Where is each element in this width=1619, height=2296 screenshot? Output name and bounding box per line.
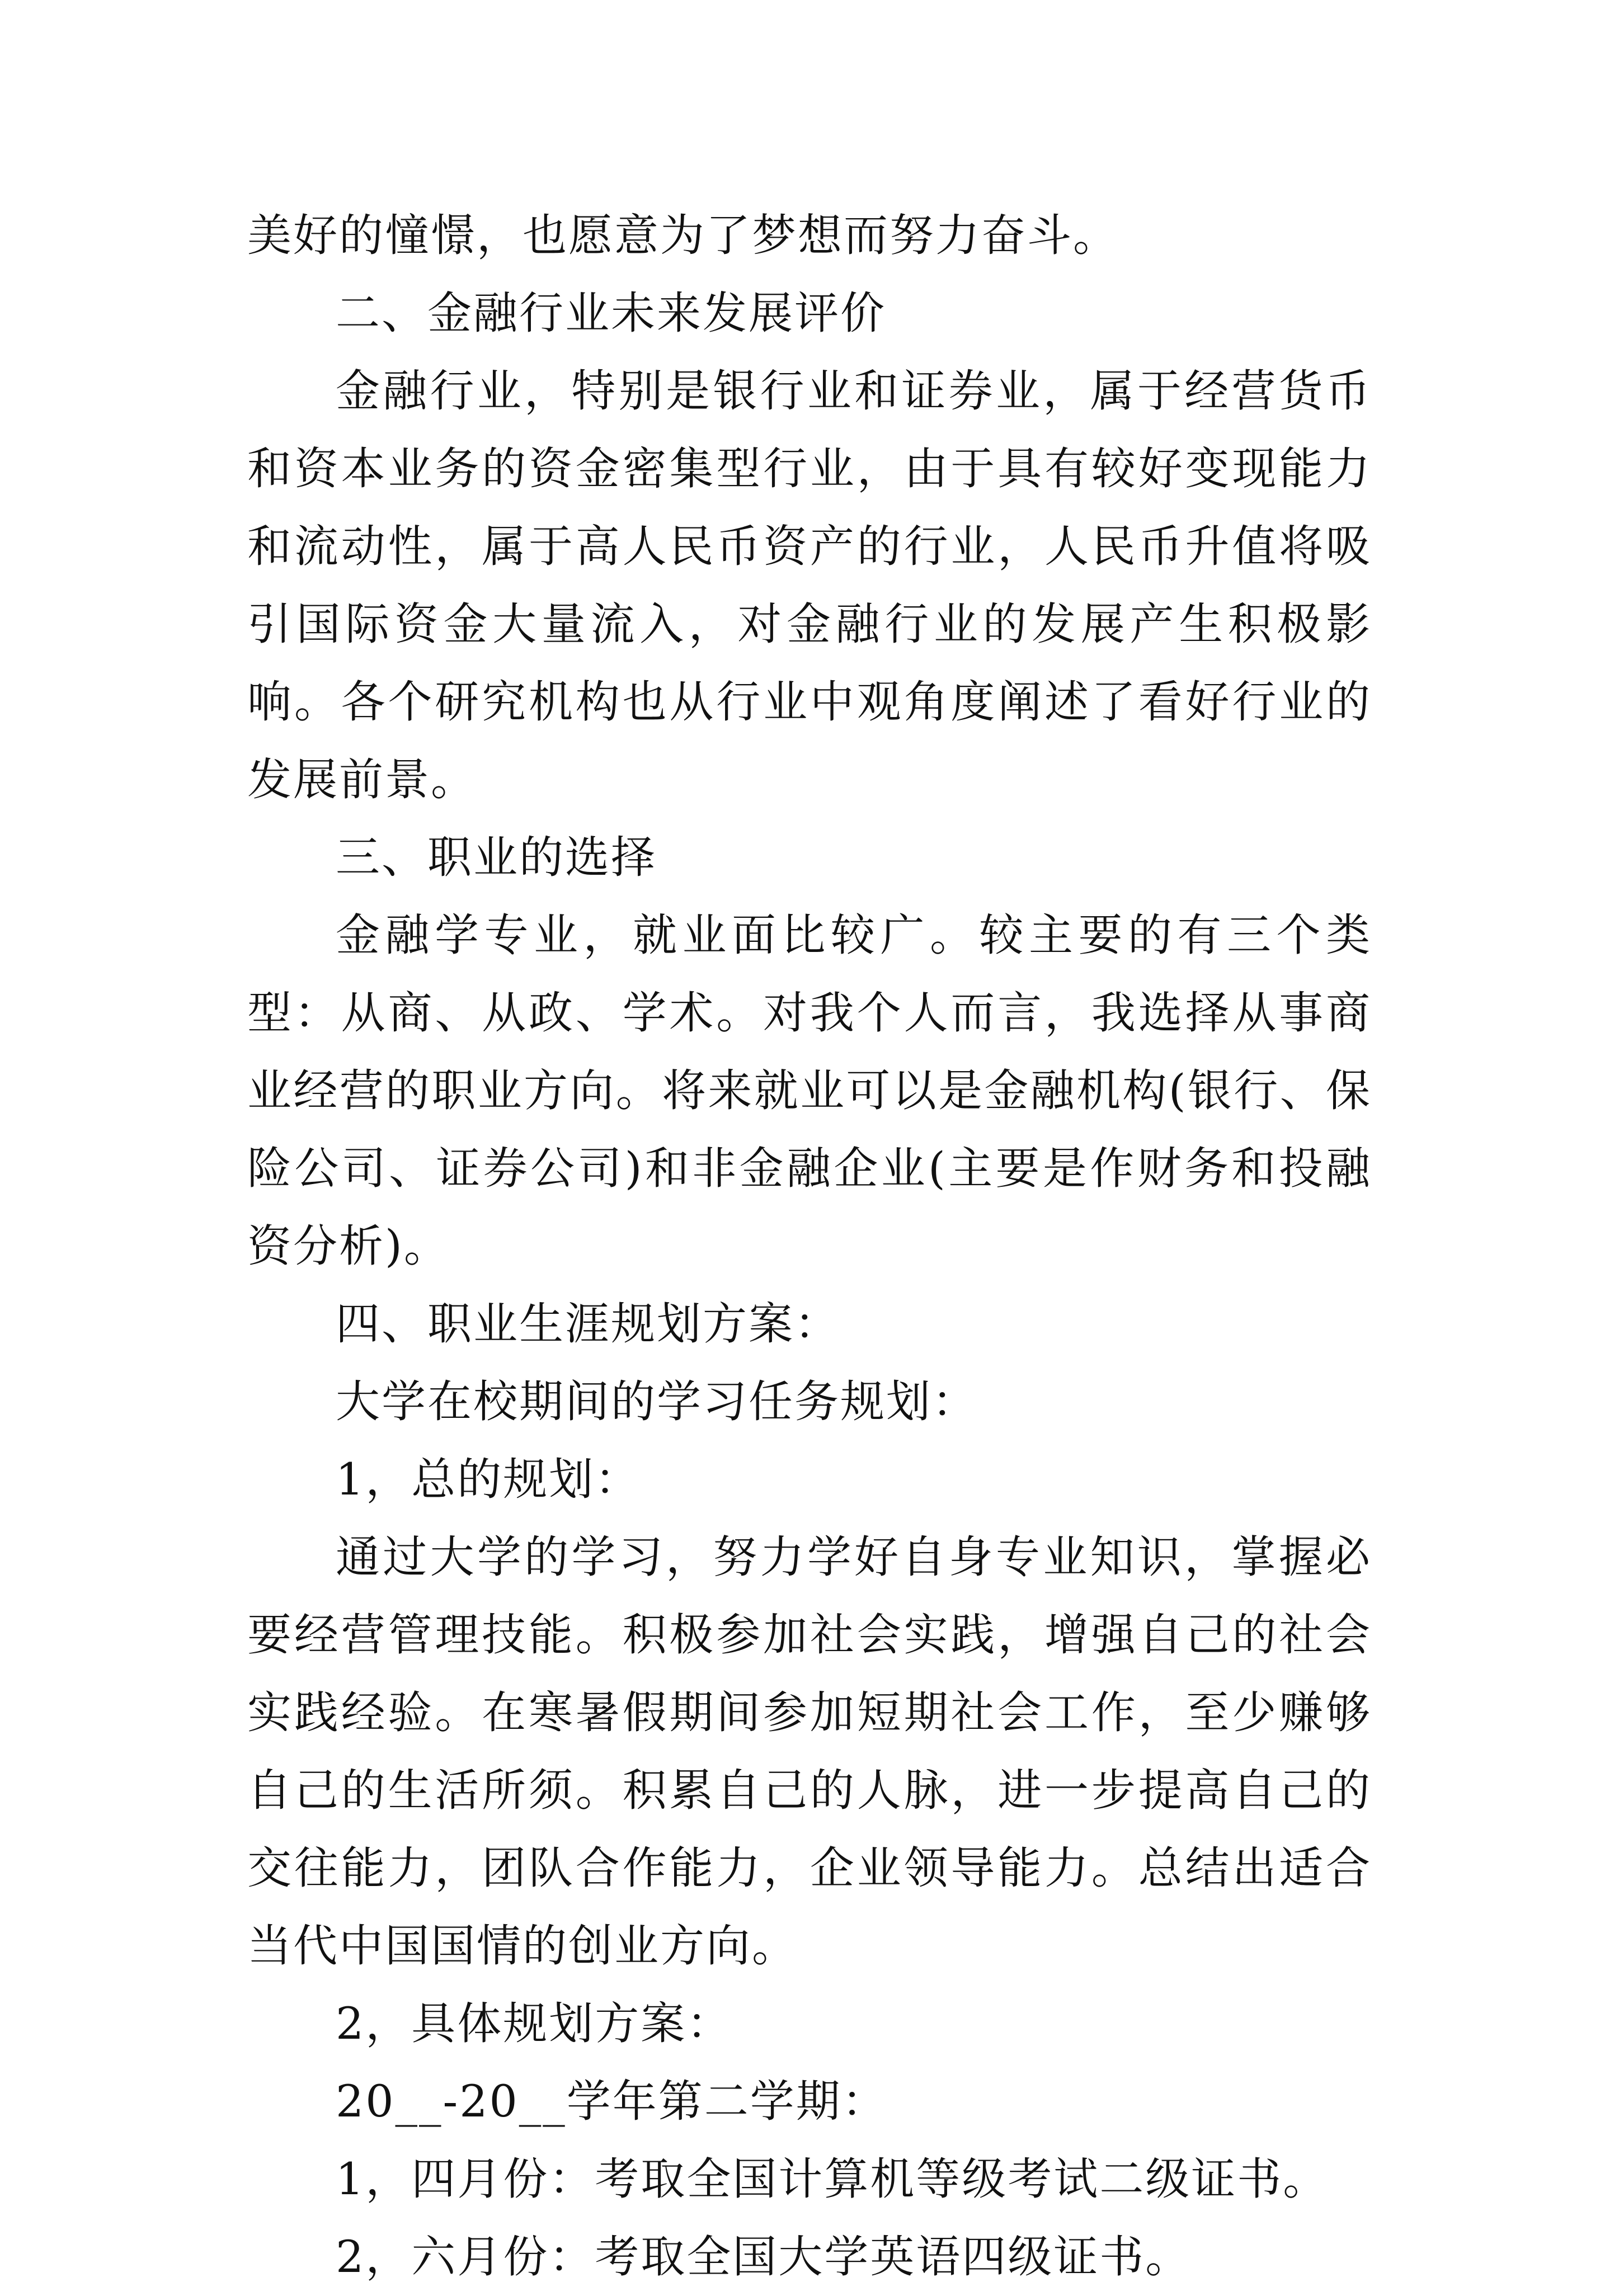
list-item-overall-plan: 1，总的规划： [336,1454,641,1505]
subheading-study-plan: 大学在校期间的学习任务规划： [336,1376,978,1427]
list-item-specific-plan: 2，具体规划方案： [336,1998,733,2049]
section-heading-career-choice: 三、职业的选择 [336,832,657,883]
document-body [247,197,1372,2296]
section-heading-finance-outlook: 二、金融行业未来发展评价 [336,287,886,339]
semester-heading: 20__-20__学年第二学期： [336,2076,888,2127]
list-item-june: 2，六月份：考取全国大学英语四级证书。 [336,2231,1192,2283]
paragraph-overall-plan: 通过大学的学习，努力学好自身专业知识，掌握必要经营管理技能。积极参加社会实践，增强自己的社会实践经验。在寒暑假期间参加短期社会工作，至少赚够自己的生活所须。积累自己的人脉，进一步提高自己的交往能力，团队合作能力，企业领导能力。总结出适合当代中国国情的创业方向。 [247,1531,1372,1972]
list-item-april: 1，四月份：考取全国计算机等级考试二级证书。 [336,2153,1329,2205]
paragraph-finance-outlook: 金融行业，特别是银行业和证券业，属于经营货币和资本业务的资金密集型行业，由于具有较好变现能力和流动性，属于高人民币资产的行业，人民币升值将吸引国际资金大量流入，对金融行业的发展产生积极影响。各个研究机构也从行业中观角度阐述了看好行业的发展前景。 [247,365,1372,805]
section-heading-career-plan: 四、职业生涯规划方案： [336,1298,840,1350]
paragraph-career-choice: 金融学专业，就业面比较广。较主要的有三个类型：从商、从政、学术。对我个人而言，我选择从事商业经营的职业方向。将来就业可以是金融机构(银行、保险公司、证券公司)和非金融企业(主要是作财务和投融资分析)。 [247,909,1372,1272]
paragraph-continuation: 美好的憧憬，也愿意为了梦想而努力奋斗。 [247,210,1119,261]
